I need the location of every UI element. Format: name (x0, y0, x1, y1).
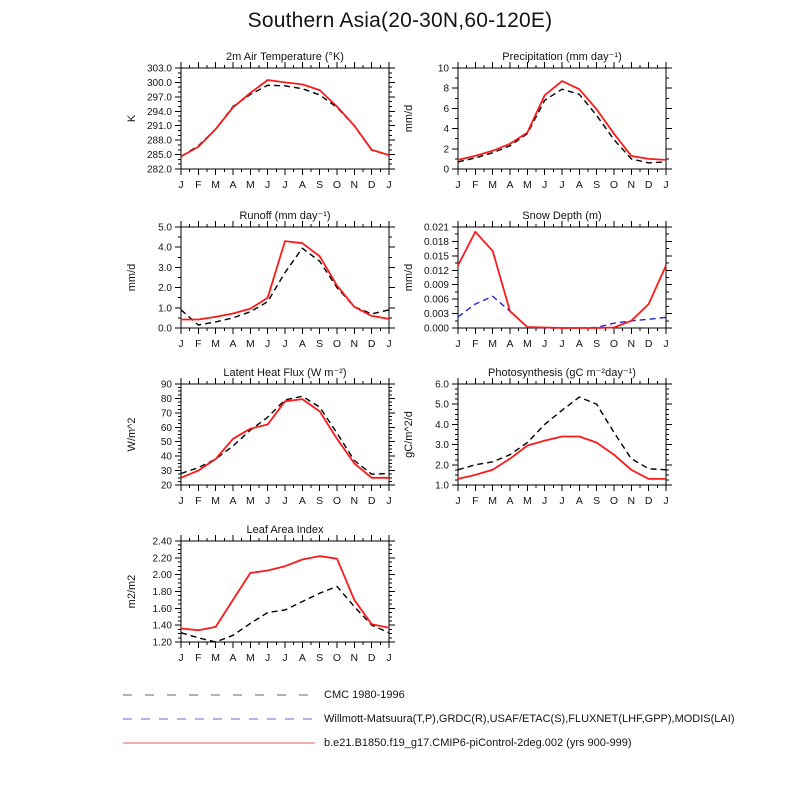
svg-text:J: J (663, 495, 669, 507)
dashed-line-icon (123, 692, 315, 698)
svg-text:2.00: 2.00 (152, 570, 172, 582)
svg-text:J: J (542, 495, 548, 507)
svg-text:F: F (472, 338, 479, 350)
svg-text:J: J (542, 338, 548, 350)
svg-text:J: J (455, 495, 461, 507)
svg-text:J: J (559, 179, 565, 191)
svg-text:O: O (332, 652, 342, 664)
svg-text:A: A (229, 338, 237, 350)
svg-text:A: A (506, 338, 514, 350)
svg-text:1.60: 1.60 (152, 603, 172, 615)
svg-text:30: 30 (160, 466, 172, 478)
svg-text:M: M (522, 495, 532, 507)
svg-text:5.0: 5.0 (158, 222, 172, 234)
svg-text:N: N (350, 338, 359, 350)
svg-text:J: J (178, 495, 184, 507)
svg-text:F: F (195, 179, 202, 191)
svg-text:4.0: 4.0 (435, 419, 449, 431)
svg-text:D: D (367, 179, 376, 191)
svg-text:M: M (245, 495, 255, 507)
svg-text:3.0: 3.0 (158, 262, 172, 274)
svg-text:O: O (332, 338, 342, 350)
svg-text:60: 60 (160, 422, 172, 434)
chart-runoff (111, 207, 411, 362)
svg-text:O: O (609, 179, 619, 191)
svg-text:S: S (316, 179, 324, 191)
svg-text:5.0: 5.0 (435, 399, 449, 411)
svg-text:N: N (627, 495, 636, 507)
svg-text:M: M (488, 338, 498, 350)
svg-text:1.0: 1.0 (158, 303, 172, 315)
svg-text:M: M (488, 495, 498, 507)
svg-text:Photosynthesis (gC m⁻²day⁻¹): Photosynthesis (gC m⁻²day⁻¹) (488, 367, 636, 379)
svg-text:1.20: 1.20 (152, 637, 172, 649)
svg-text:M: M (245, 652, 255, 664)
svg-text:294.0: 294.0 (146, 106, 172, 118)
legend-label: b.e21.B1850.f19_g17.CMIP6-piControl-2deg.002 (yrs 900-999) (324, 737, 632, 749)
svg-text:8: 8 (443, 83, 449, 95)
chart-leaf-area-index (111, 521, 411, 676)
legend-label: Willmott-Matsuura(T,P),GRDC(R),USAF/ETAC(S),FLUXNET(LHF,GPP),MODIS(LAI) (324, 713, 735, 725)
svg-text:J: J (282, 179, 288, 191)
svg-text:J: J (386, 338, 392, 350)
svg-text:Leaf Area Index: Leaf Area Index (246, 524, 324, 536)
svg-text:N: N (350, 179, 359, 191)
svg-text:2.0: 2.0 (158, 283, 172, 295)
page-title: Southern Asia(20-30N,60-120E) (247, 9, 553, 32)
svg-text:50: 50 (160, 437, 172, 449)
svg-text:A: A (298, 338, 306, 350)
svg-text:gC/m^2/d: gC/m^2/d (403, 411, 415, 458)
svg-text:A: A (298, 179, 306, 191)
svg-text:0: 0 (443, 164, 449, 176)
svg-text:0.0: 0.0 (158, 323, 172, 335)
svg-text:2.40: 2.40 (152, 536, 172, 548)
svg-text:A: A (229, 495, 237, 507)
svg-text:A: A (229, 179, 237, 191)
svg-text:J: J (455, 179, 461, 191)
legend (123, 683, 763, 755)
svg-text:D: D (367, 495, 376, 507)
svg-text:A: A (575, 495, 583, 507)
svg-text:J: J (663, 338, 669, 350)
svg-text:J: J (455, 338, 461, 350)
svg-text:m2/m2: m2/m2 (126, 574, 138, 609)
svg-text:6: 6 (443, 103, 449, 115)
svg-text:J: J (386, 495, 392, 507)
svg-text:J: J (559, 495, 565, 507)
svg-text:4.0: 4.0 (158, 242, 172, 254)
svg-text:J: J (542, 179, 548, 191)
svg-text:4: 4 (443, 124, 449, 136)
svg-text:O: O (332, 495, 342, 507)
chart-precipitation (388, 48, 688, 203)
chart-2m-air-temperature (111, 48, 411, 203)
svg-text:90: 90 (160, 379, 172, 391)
svg-text:282.0: 282.0 (146, 164, 172, 176)
svg-text:W/m^2: W/m^2 (126, 417, 138, 452)
svg-text:300.0: 300.0 (146, 77, 172, 89)
svg-text:J: J (178, 338, 184, 350)
svg-text:0.000: 0.000 (423, 323, 449, 335)
svg-text:M: M (488, 179, 498, 191)
svg-text:Snow Depth (m): Snow Depth (m) (522, 210, 602, 222)
svg-text:J: J (559, 338, 565, 350)
svg-text:J: J (178, 179, 184, 191)
svg-text:S: S (316, 495, 324, 507)
svg-text:0.015: 0.015 (423, 251, 449, 263)
svg-text:F: F (472, 179, 479, 191)
svg-text:Precipitation (mm day⁻¹): Precipitation (mm day⁻¹) (502, 51, 622, 63)
svg-text:A: A (575, 338, 583, 350)
svg-text:J: J (265, 495, 271, 507)
dashed-line-icon (123, 716, 315, 722)
svg-text:N: N (627, 179, 636, 191)
svg-text:M: M (211, 179, 221, 191)
svg-text:2.0: 2.0 (435, 460, 449, 472)
svg-text:288.0: 288.0 (146, 135, 172, 147)
chart-snow-depth (388, 207, 688, 362)
svg-text:F: F (195, 338, 202, 350)
svg-text:J: J (265, 179, 271, 191)
svg-text:J: J (386, 652, 392, 664)
svg-text:M: M (245, 338, 255, 350)
svg-text:mm/d: mm/d (403, 104, 415, 133)
svg-text:F: F (472, 495, 479, 507)
svg-text:10: 10 (437, 63, 449, 75)
svg-text:M: M (211, 495, 221, 507)
svg-text:303.0: 303.0 (146, 63, 172, 75)
legend-item-model-run (123, 731, 763, 755)
svg-text:A: A (229, 652, 237, 664)
svg-text:D: D (644, 338, 653, 350)
svg-text:0.018: 0.018 (423, 236, 449, 248)
svg-text:mm/d: mm/d (126, 263, 138, 292)
svg-text:N: N (350, 652, 359, 664)
svg-text:1.80: 1.80 (152, 587, 172, 598)
svg-text:A: A (506, 179, 514, 191)
svg-text:N: N (350, 495, 359, 507)
svg-text:K: K (126, 114, 138, 123)
svg-text:M: M (211, 338, 221, 350)
svg-text:F: F (195, 652, 202, 664)
svg-text:J: J (265, 338, 271, 350)
svg-text:J: J (282, 652, 288, 664)
svg-text:D: D (644, 179, 653, 191)
svg-text:S: S (593, 495, 601, 507)
svg-text:S: S (316, 338, 324, 350)
svg-text:80: 80 (160, 393, 172, 405)
svg-text:0.009: 0.009 (423, 280, 449, 292)
svg-text:70: 70 (160, 408, 172, 420)
svg-text:J: J (265, 652, 271, 664)
svg-text:M: M (245, 179, 255, 191)
svg-text:S: S (593, 338, 601, 350)
svg-text:D: D (367, 652, 376, 664)
svg-text:20: 20 (160, 480, 172, 492)
svg-text:3.0: 3.0 (435, 440, 449, 452)
svg-text:O: O (609, 495, 619, 507)
svg-text:Latent Heat Flux (W m⁻²): Latent Heat Flux (W m⁻²) (223, 367, 347, 379)
svg-text:285.0: 285.0 (146, 150, 172, 162)
svg-text:2.20: 2.20 (152, 553, 172, 565)
svg-text:J: J (178, 652, 184, 664)
svg-text:0.012: 0.012 (423, 265, 449, 277)
svg-text:J: J (386, 179, 392, 191)
svg-text:J: J (282, 495, 288, 507)
svg-text:2m Air Temperature (°K): 2m Air Temperature (°K) (226, 51, 344, 63)
svg-text:1.0: 1.0 (435, 480, 449, 492)
svg-text:0.021: 0.021 (423, 222, 449, 234)
legend-item-cmc (123, 683, 763, 707)
svg-text:S: S (593, 179, 601, 191)
chart-photosynthesis (388, 364, 688, 519)
svg-text:S: S (316, 652, 324, 664)
svg-text:0.006: 0.006 (423, 294, 449, 306)
svg-text:40: 40 (160, 451, 172, 463)
svg-text:mm/d: mm/d (403, 263, 415, 292)
svg-text:D: D (367, 338, 376, 350)
svg-text:6.0: 6.0 (435, 379, 449, 391)
svg-text:J: J (282, 338, 288, 350)
svg-text:0.003: 0.003 (423, 309, 449, 321)
svg-text:M: M (522, 179, 532, 191)
svg-text:A: A (575, 179, 583, 191)
svg-text:A: A (506, 495, 514, 507)
svg-text:A: A (298, 652, 306, 664)
svg-text:J: J (663, 179, 669, 191)
legend-item-observations (123, 707, 763, 731)
svg-text:O: O (609, 338, 619, 350)
svg-text:F: F (195, 495, 202, 507)
svg-text:2: 2 (443, 144, 449, 156)
svg-text:D: D (644, 495, 653, 507)
legend-label: CMC 1980-1996 (324, 689, 405, 701)
chart-latent-heat-flux (111, 364, 411, 519)
solid-line-icon (123, 740, 315, 746)
svg-text:1.40: 1.40 (152, 620, 172, 632)
svg-text:297.0: 297.0 (146, 92, 172, 104)
svg-text:M: M (522, 338, 532, 350)
svg-text:A: A (298, 495, 306, 507)
svg-text:M: M (211, 652, 221, 664)
svg-text:O: O (332, 179, 342, 191)
svg-text:Runoff (mm day⁻¹): Runoff (mm day⁻¹) (239, 210, 331, 222)
svg-text:291.0: 291.0 (146, 121, 172, 133)
svg-text:N: N (627, 338, 636, 350)
